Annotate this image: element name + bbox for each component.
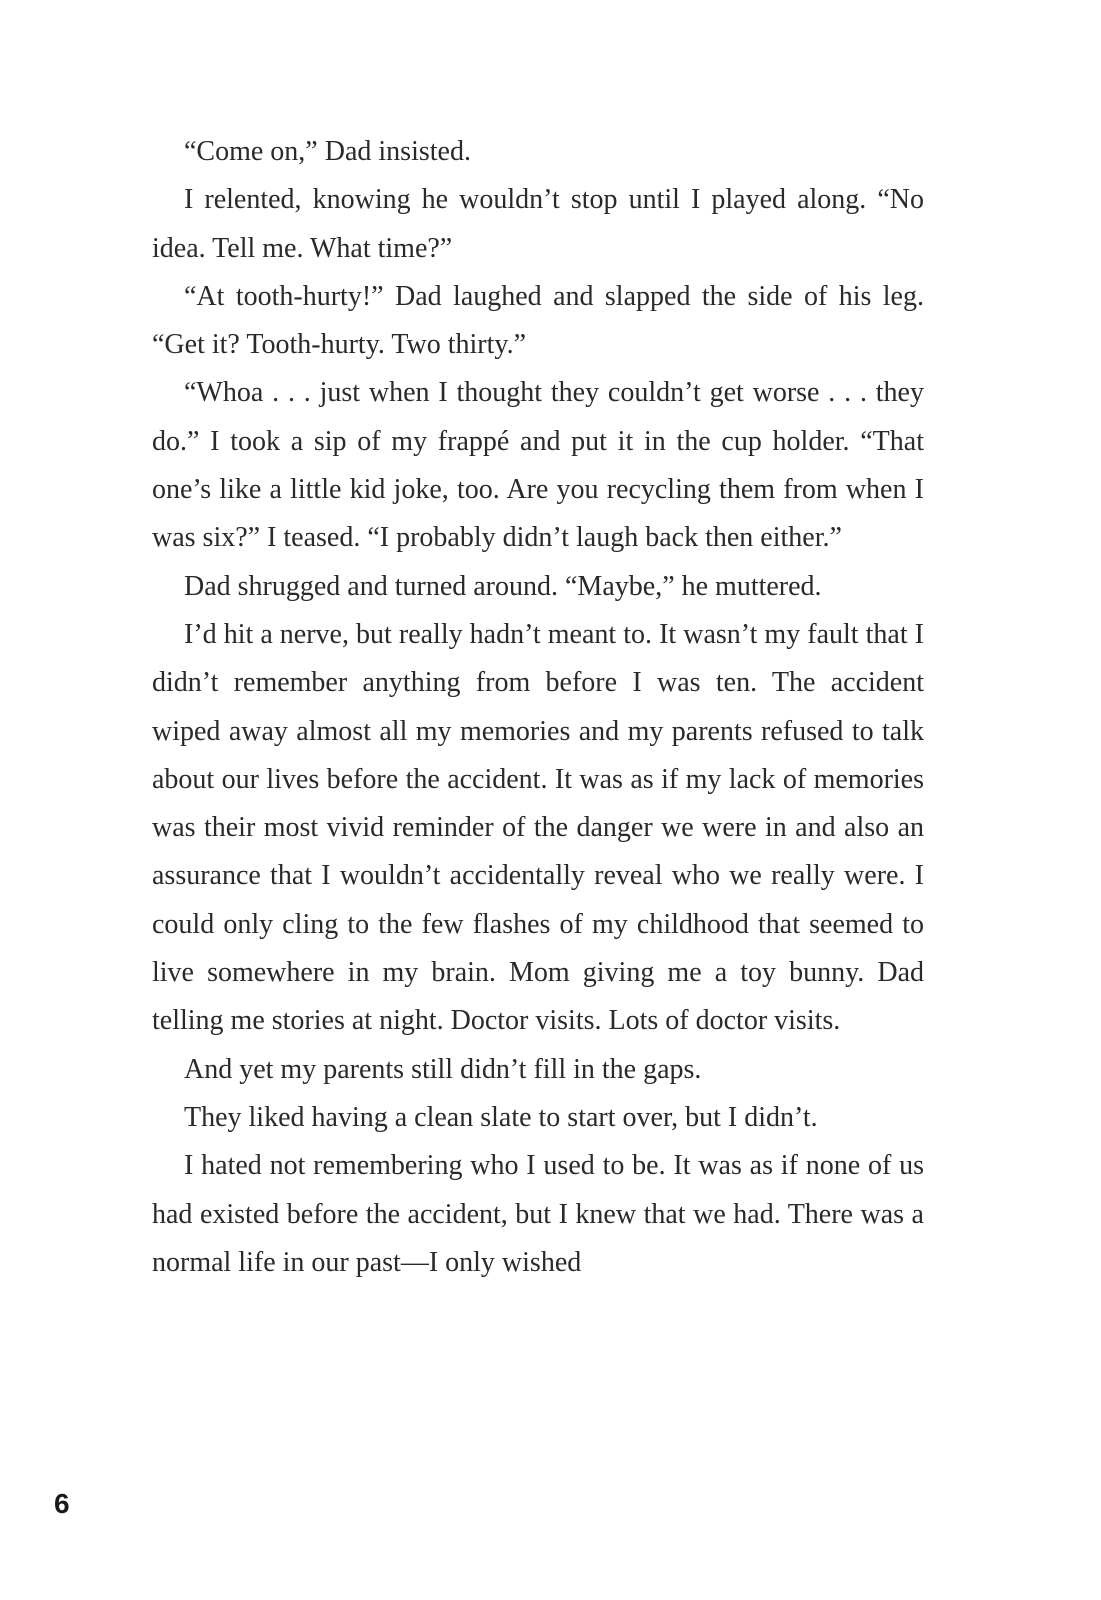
- paragraph: I’d hit a nerve, but really hadn’t meant to. It wasn’t my fault that I didn’t remember anything from before I was ten. The accident wiped away almost all my memories and my parents refused to talk about our lives before the accident. It was as if my lack of memories was their most vivid reminder of the danger we were in and also an assurance that I wouldn’t accidentally reveal who we really were. I could only cling to the few flashes of my childhood that seemed to live somewhere in my brain. Mom giving me a toy bunny. Dad telling me stories at night. Doctor visits. Lots of doctor visits.: [152, 618, 924, 1037]
- paragraph: “Whoa . . . just when I thought they couldn’t get worse . . . they do.” I took a sip of my frappé and put it in the cup holder. “That one’s like a little kid joke, too. Are you recycling them from when I was six?” I teased. “I probably didn’t laugh back then either.”: [152, 377, 924, 554]
- paragraph: Dad shrugged and turned around. “Maybe,” he muttered.: [184, 570, 822, 602]
- paragraph: I hated not remembering who I used to be. It was as if none of us had existed before the accident, but I knew that we had. There was a normal life in our past—I only wished: [152, 1150, 924, 1278]
- page-number: 6: [54, 1488, 70, 1519]
- paragraph: “At tooth-hurty!” Dad laughed and slapped the side of his leg. “Get it? Tooth-hurty. Two thirty.”: [152, 280, 924, 361]
- paragraph: And yet my parents still didn’t fill in the gaps.: [184, 1053, 702, 1085]
- paragraph: I relented, knowing he wouldn’t stop until I played along. “No idea. Tell me. What time?”: [152, 184, 924, 264]
- paragraph: They liked having a clean slate to start over, but I didn’t.: [184, 1101, 818, 1133]
- paragraph: “Come on,” Dad insisted.: [184, 136, 471, 167]
- body-text: [152, 128, 924, 1287]
